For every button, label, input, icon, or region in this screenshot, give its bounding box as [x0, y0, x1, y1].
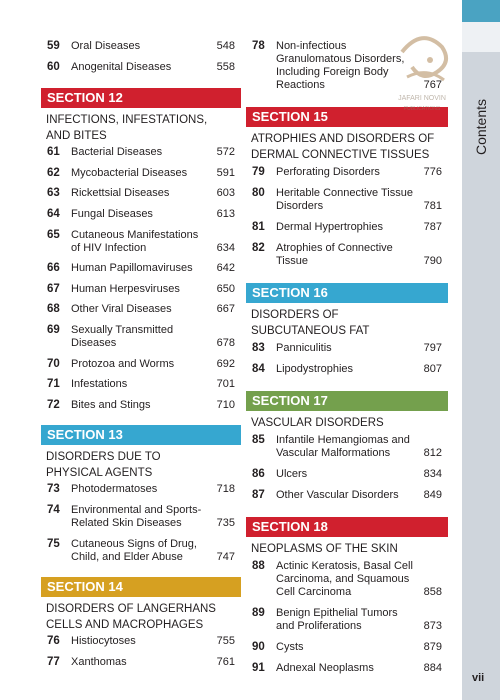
entry-page: 613: [216, 208, 235, 220]
toc-entry: [47, 61, 235, 74]
entry-number: 76: [47, 635, 60, 648]
toc-entry: [252, 560, 442, 599]
page-number: vii: [472, 672, 485, 684]
entry-number: 65: [47, 228, 60, 241]
entry-number: 73: [47, 483, 60, 496]
toc-entry: [252, 489, 442, 502]
toc-entry: [47, 187, 235, 200]
entry-title: [71, 303, 172, 316]
toc-entry: [47, 283, 235, 296]
entry-title-line: Perforating Disorders: [276, 166, 380, 178]
section-subtitle: CELLS AND MACROPHAGES: [46, 619, 204, 632]
entry-page: 776: [423, 166, 442, 178]
entry-title: [71, 324, 173, 350]
entry-title-line: Child, and Elder Abuse: [71, 550, 183, 563]
section-header: SECTION 18: [246, 517, 448, 537]
entry-number: 71: [47, 378, 60, 391]
entry-title-line: Actinic Keratosis, Basal Cell: [276, 560, 413, 572]
entry-title: [71, 40, 140, 53]
toc-entry: [47, 378, 235, 391]
section-subtitle: PHYSICAL AGENTS: [46, 467, 153, 480]
entry-number: 62: [47, 166, 60, 179]
entry-page: 642: [216, 262, 235, 275]
entry-number: 72: [47, 398, 60, 411]
entry-number: 61: [47, 146, 60, 159]
section-subtitle: INFECTIONS, INFESTATIONS,: [46, 114, 208, 127]
entry-page: 879: [423, 641, 442, 653]
toc-entry: [252, 468, 442, 481]
entry-page: 812: [423, 447, 442, 459]
toc-entry: [252, 221, 442, 234]
entry-page: 761: [216, 655, 235, 668]
entry-number: 70: [47, 357, 60, 370]
entry-title-line: Rickettsial Diseases: [71, 187, 170, 200]
entry-page: 667: [216, 303, 235, 316]
entry-title: [71, 504, 201, 530]
entry-title: [276, 434, 410, 460]
entry-title: [71, 208, 153, 221]
entry-title: [71, 283, 180, 296]
entry-title-line: Diseases: [71, 337, 117, 349]
entry-title-line: Vascular Malformations: [276, 447, 391, 459]
entry-number: 88: [252, 560, 265, 572]
entry-title-line: Xanthomas: [71, 655, 127, 668]
section-subtitle: DISORDERS OF: [251, 309, 339, 321]
entry-title-line: Disorders: [276, 200, 324, 212]
entry-title-line: Mycobacterial Diseases: [71, 166, 188, 179]
entry-title-line: Anogenital Diseases: [71, 60, 172, 73]
entry-page: 701: [216, 378, 235, 391]
entry-title: [71, 229, 198, 255]
entry-title: [71, 656, 127, 669]
entry-number: 68: [47, 303, 60, 316]
toc-entry: [47, 146, 235, 159]
entry-page: 718: [216, 483, 235, 496]
entry-page: 755: [216, 635, 235, 648]
entry-title-line: Environmental and Sports-: [71, 504, 202, 516]
toc-entry: [47, 40, 235, 53]
entry-title: [71, 483, 157, 496]
toc-entry: [47, 656, 235, 669]
entry-title-line: Cutaneous Signs of Drug,: [71, 537, 197, 550]
section-header: SECTION 14: [41, 577, 241, 597]
entry-title-line: Histiocytoses: [71, 635, 136, 648]
toc-entry: [47, 167, 235, 180]
entry-page: 558: [216, 60, 235, 73]
entry-title: [276, 607, 398, 633]
entry-page: 797: [423, 342, 442, 354]
entry-number: 79: [252, 166, 265, 178]
entry-number: 66: [47, 262, 60, 275]
entry-number: 85: [252, 434, 265, 446]
section-subtitle: AND BITES: [46, 130, 107, 143]
entry-page: 807: [423, 363, 442, 375]
entry-number: 77: [47, 655, 60, 668]
entry-number: 90: [252, 641, 265, 653]
entry-title-line: Dermal Hypertrophies: [276, 221, 383, 233]
toc-entry: [47, 358, 235, 371]
entry-number: 91: [252, 662, 265, 674]
toc-entry: [47, 324, 235, 350]
entry-title: [276, 489, 399, 502]
tab-accent: [462, 0, 500, 22]
toc-entry: [252, 662, 442, 675]
entry-title: [71, 187, 169, 200]
toc-entry: [47, 229, 235, 255]
entry-title: [276, 468, 307, 481]
entry-title: [276, 166, 380, 179]
left-column: [47, 0, 235, 700]
entry-page: 781: [423, 200, 442, 212]
entry-page: 678: [216, 337, 235, 349]
entry-title-line: Human Papillomaviruses: [71, 262, 193, 275]
entry-number: 69: [47, 324, 60, 336]
entry-title-line: Infantile Hemangiomas and: [276, 434, 410, 446]
entry-page: 710: [216, 398, 235, 411]
entry-title: [71, 358, 174, 371]
entry-title-line: Sexually Transmitted: [71, 324, 174, 336]
entry-title-line: Bites and Stings: [71, 398, 151, 411]
contents-tab: [462, 0, 500, 700]
section-subtitle: DISORDERS OF LANGERHANS: [46, 603, 216, 616]
entry-title-line: Other Vascular Disorders: [276, 489, 399, 501]
entry-title-line: Atrophies of Connective: [276, 242, 393, 254]
entry-title-line: Granulomatous Disorders,: [276, 53, 405, 65]
entry-title-line: Ulcers: [276, 468, 308, 480]
entry-page: 650: [216, 282, 235, 295]
watermark-logo: [382, 22, 462, 122]
entry-title-line: Oral Diseases: [71, 40, 141, 52]
entry-title-line: and Proliferations: [276, 620, 362, 632]
entry-title-line: Human Herpesviruses: [71, 282, 180, 295]
toc-entry: [47, 538, 235, 564]
entry-title: [71, 146, 162, 159]
section-header: SECTION 17: [246, 391, 448, 411]
entry-number: 84: [252, 363, 265, 375]
entry-number: 89: [252, 607, 265, 619]
entry-page: 873: [423, 620, 442, 632]
toc-entry: [252, 434, 442, 460]
entry-number: 64: [47, 208, 60, 220]
entry-title: [71, 61, 171, 74]
entry-number: 81: [252, 221, 265, 233]
entry-title-line: Bacterial Diseases: [71, 146, 163, 159]
entry-number: 67: [47, 282, 60, 295]
entry-number: 75: [47, 537, 60, 550]
entry-number: 86: [252, 468, 265, 480]
entry-title: [276, 641, 304, 654]
entry-title: [276, 560, 413, 599]
entry-title: [71, 167, 187, 180]
entry-number: 82: [252, 242, 265, 254]
section-subtitle: DERMAL CONNECTIVE TISSUES: [251, 149, 430, 161]
section-header: SECTION 12: [41, 88, 241, 108]
entry-title-line: Non-infectious: [276, 40, 347, 52]
entry-page: 634: [216, 241, 235, 254]
entry-title: [71, 262, 193, 275]
entry-page: 692: [216, 357, 235, 370]
entry-title-line: of HIV Infection: [71, 241, 147, 254]
entry-title-line: Fungal Diseases: [71, 208, 153, 220]
entry-title-line: Lipodystrophies: [276, 363, 354, 375]
entry-title: [71, 538, 197, 564]
entry-title-line: Tissue: [276, 255, 308, 267]
entry-page: 735: [216, 517, 235, 529]
toc-entry: [47, 635, 235, 648]
toc-entry: [252, 187, 442, 213]
entry-page: 548: [216, 40, 235, 52]
svg-text:JAFARI NOVIN: JAFARI NOVIN: [398, 95, 446, 102]
entry-title: [71, 635, 136, 648]
toc-entry: [252, 641, 442, 654]
entry-title: [71, 399, 151, 412]
entry-title-line: Other Viral Diseases: [71, 303, 172, 316]
entry-page: 834: [423, 468, 442, 480]
entry-title-line: Reactions: [276, 79, 325, 91]
entry-number: 74: [47, 504, 60, 516]
entry-title-line: Carcinoma, and Squamous: [276, 573, 410, 585]
section-subtitle: NEOPLASMS OF THE SKIN: [251, 543, 398, 555]
entry-number: 83: [252, 342, 265, 354]
svg-text:PUBLICATIONS: PUBLICATIONS: [403, 106, 441, 112]
entry-title: [276, 342, 332, 355]
entry-title: [276, 187, 413, 213]
toc-entry: [47, 262, 235, 275]
toc-entry: [47, 208, 235, 221]
entry-page: 884: [423, 662, 442, 674]
toc-entry: [252, 342, 442, 355]
section-header: SECTION 16: [246, 283, 448, 303]
entry-title-line: Cysts: [276, 641, 304, 653]
entry-number: 78: [252, 40, 265, 52]
section-subtitle: DISORDERS DUE TO: [46, 451, 161, 464]
entry-title-line: Protozoa and Worms: [71, 357, 175, 370]
section-subtitle: VASCULAR DISORDERS: [251, 417, 384, 429]
toc-entry: [47, 399, 235, 412]
entry-title: [276, 242, 393, 268]
toc-entry: [252, 166, 442, 179]
entry-page: 790: [423, 255, 442, 267]
entry-number: 80: [252, 187, 265, 199]
tab-label-text: Contents: [473, 98, 489, 156]
entry-title-line: Heritable Connective Tissue: [276, 187, 413, 199]
tab-band: [462, 22, 500, 52]
section-subtitle: SUBCUTANEOUS FAT: [251, 325, 370, 337]
entry-page: 603: [216, 187, 235, 200]
entry-number: 60: [47, 60, 60, 73]
entry-page: 767: [423, 79, 442, 91]
entry-page: 572: [216, 146, 235, 159]
entry-page: 591: [216, 166, 235, 179]
entry-title-line: Cell Carcinoma: [276, 586, 352, 598]
entry-number: 87: [252, 489, 265, 501]
tab-label: [462, 92, 500, 162]
entry-title: [276, 363, 353, 376]
section-header: SECTION 15: [246, 107, 448, 127]
entry-title-line: Benign Epithelial Tumors: [276, 607, 398, 619]
entry-page: 747: [216, 550, 235, 563]
entry-title-line: Cutaneous Manifestations: [71, 228, 199, 241]
entry-title-line: Panniculitis: [276, 342, 332, 354]
toc-entry: [252, 607, 442, 633]
entry-title-line: Related Skin Diseases: [71, 517, 182, 529]
entry-title: [276, 221, 383, 234]
entry-title-line: Including Foreign Body: [276, 66, 389, 78]
toc-entry: [47, 303, 235, 316]
entry-number: 63: [47, 187, 60, 200]
entry-title: [276, 662, 374, 675]
entry-title-line: Adnexal Neoplasms: [276, 662, 374, 674]
toc-entry: [252, 242, 442, 268]
section-subtitle: ATROPHIES AND DISORDERS OF: [251, 133, 435, 145]
entry-title-line: Infestations: [71, 378, 128, 391]
toc-entry: [252, 363, 442, 376]
entry-page: 849: [423, 489, 442, 501]
toc-entry: [47, 483, 235, 496]
toc-entry: [47, 504, 235, 530]
section-header: SECTION 13: [41, 425, 241, 445]
entry-number: 59: [47, 40, 60, 52]
entry-page: 858: [423, 586, 442, 598]
entry-page: 787: [423, 221, 442, 233]
entry-title: [71, 378, 127, 391]
entry-title-line: Photodermatoses: [71, 483, 158, 496]
